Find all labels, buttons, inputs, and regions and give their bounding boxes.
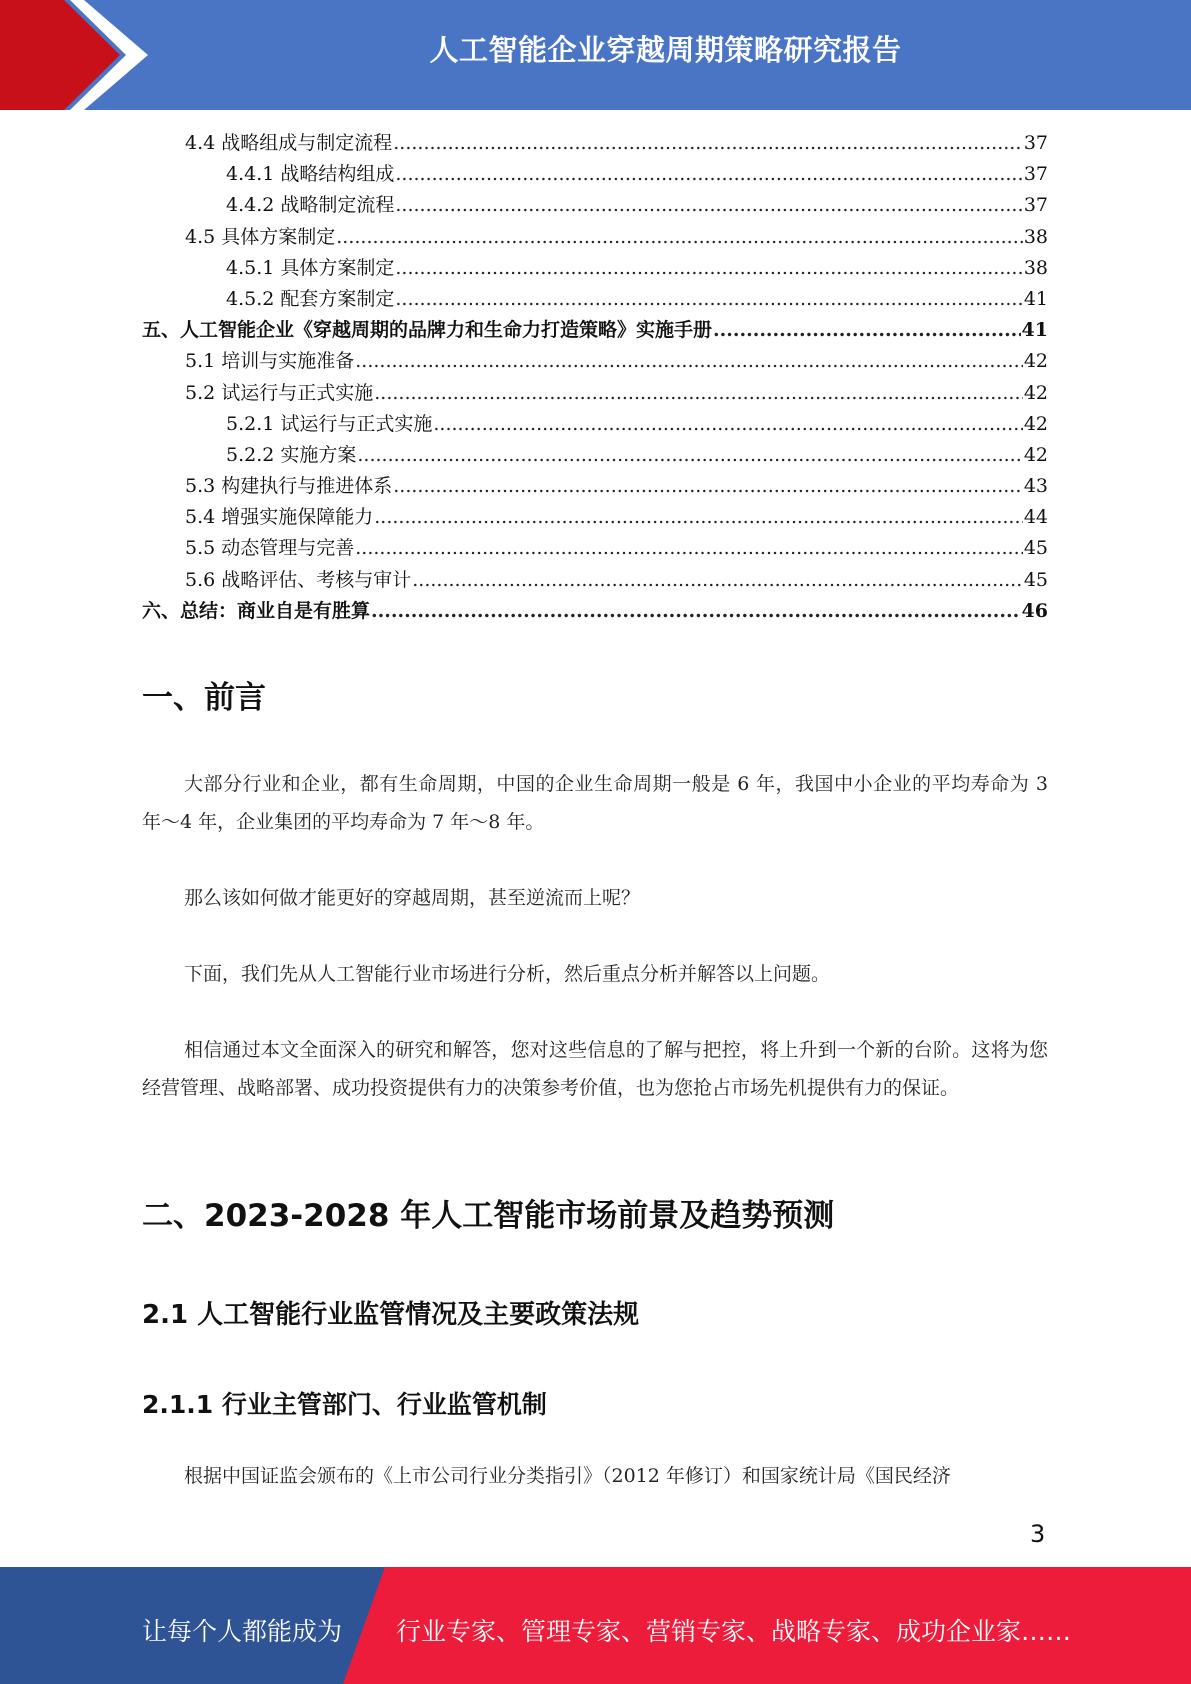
toc-entry[interactable] [142,533,1048,564]
toc-leader-dots [412,565,1023,596]
toc-leader-dots [374,502,1023,533]
toc-entry-page: 38 [1023,256,1048,279]
toc-entry-title: 4.5.1 具体方案制定 [226,256,395,279]
toc-entry-title: 4.4 战略组成与制定流程 [185,132,393,154]
toc-leader-dots [393,128,1023,159]
toc-entry[interactable] [142,346,1048,377]
toc-entry[interactable] [142,222,1048,253]
toc-leader-dots [357,440,1022,471]
toc-entry-page: 45 [1023,568,1048,591]
toc-leader-dots [355,346,1023,377]
toc-entry[interactable] [142,190,1048,221]
toc-entry-page: 41 [1021,319,1048,342]
toc-entry[interactable] [142,253,1048,284]
toc-entry[interactable] [142,471,1048,502]
toc-leader-dots [713,315,1021,346]
toc-entry-page: 46 [1021,599,1048,622]
toc-entry-title: 4.5.2 配套方案制定 [226,287,395,310]
toc-entry-page: 43 [1023,475,1048,498]
toc-leader-dots [371,596,1021,627]
footer-slogan-left: 让每个人都能成为 [142,1617,343,1646]
toc-entry-page: 41 [1023,287,1048,310]
toc-entry-page: 38 [1023,225,1048,248]
toc-entry[interactable] [142,284,1048,315]
paragraph: 下面，我们先从人工智能行业市场进行分析，然后重点分析并解答以上问题。 [184,963,831,985]
toc-leader-dots [374,378,1023,409]
paragraph: 根据中国证监会颁布的《上市公司行业分类指引》（2012 年修订）和国家统计局《国民经济 [184,1465,951,1487]
toc-entry-page: 45 [1023,537,1048,560]
toc-entry-page: 42 [1023,381,1048,404]
toc-entry-page: 44 [1023,506,1048,529]
toc-entry-title: 5.2.2 实施方案 [226,443,357,466]
toc-entry-title: 4.4.1 战略结构组成 [226,163,395,186]
subsection-heading: 2.1 人工智能行业监管情况及主要政策法规 [142,1300,640,1330]
toc-leader-dots [395,253,1022,284]
toc-entry-page: 37 [1023,163,1048,186]
toc-entry-title: 六、总结：商业自是有胜算 [142,599,371,622]
paragraph: 那么该如何做才能更好的穿越周期，甚至逆流而上呢？ [184,887,641,909]
toc-leader-dots [395,190,1022,221]
toc-entry-title: 5.3 构建执行与推进体系 [185,475,393,498]
toc-entry[interactable] [142,502,1048,533]
toc-leader-dots [393,471,1023,502]
toc-entry-page: 42 [1023,350,1048,373]
toc-entry-title: 5.5 动态管理与完善 [185,537,355,560]
toc-entry-title: 5.6 战略评估、考核与审计 [185,568,412,591]
table-of-contents [142,128,1048,627]
toc-entry-title: 5.2.1 试运行与正式实施 [226,412,433,435]
toc-entry-title: 五、人工智能企业《穿越周期的品牌力和生命力打造策略》实施手册 [142,319,713,342]
toc-entry-page: 37 [1023,132,1048,154]
page-number: 3 [1030,1520,1046,1548]
toc-entry-title: 4.5 具体方案制定 [185,225,336,248]
section-heading-preface: 一、前言 [142,680,266,716]
footer-slogan-right: 行业专家、管理专家、营销专家、战略专家、成功企业家…… [396,1617,1072,1646]
toc-entry[interactable] [142,128,1048,159]
toc-entry[interactable] [142,596,1048,627]
toc-leader-dots [355,533,1023,564]
section-heading-market-forecast: 二、2023-2028 年人工智能市场前景及趋势预测 [142,1198,835,1234]
paragraph: 大部分行业和企业，都有生命周期，中国的企业生命周期一般是 6 年，我国中小企业的平均寿命为 3 年～4 年，企业集团的平均寿命为 7 年～8 年。 [142,773,1048,833]
toc-leader-dots [395,284,1022,315]
toc-entry-title: 5.4 增强实施保障能力 [185,506,374,529]
toc-entry[interactable] [142,440,1048,471]
header-title: 人工智能企业穿越周期策略研究报告 [429,33,902,67]
toc-leader-dots [336,222,1023,253]
toc-leader-dots [395,159,1022,190]
subsubsection-heading: 2.1.1 行业主管部门、行业监管机制 [142,1390,547,1419]
toc-entry[interactable] [142,378,1048,409]
toc-entry[interactable] [142,565,1048,596]
toc-entry[interactable] [142,315,1048,346]
toc-entry-title: 5.2 试运行与正式实施 [185,381,374,404]
toc-entry-title: 4.4.2 战略制定流程 [226,194,395,217]
toc-entry-page: 42 [1023,443,1048,466]
page-footer [0,1567,1191,1684]
toc-entry[interactable] [142,159,1048,190]
paragraph: 相信通过本文全面深入的研究和解答，您对这些信息的了解与把控，将上升到一个新的台阶。这将为您经营管理、战略部署、成功投资提供有力的决策参考价值，也为您抢占市场先机提供有力的保证。 [142,1039,1048,1099]
toc-leader-dots [433,409,1022,440]
toc-entry-page: 37 [1023,194,1048,217]
toc-entry-title: 5.1 培训与实施准备 [185,350,355,373]
toc-entry-page: 42 [1023,412,1048,435]
toc-entry[interactable] [142,409,1048,440]
page-header [0,0,1191,110]
